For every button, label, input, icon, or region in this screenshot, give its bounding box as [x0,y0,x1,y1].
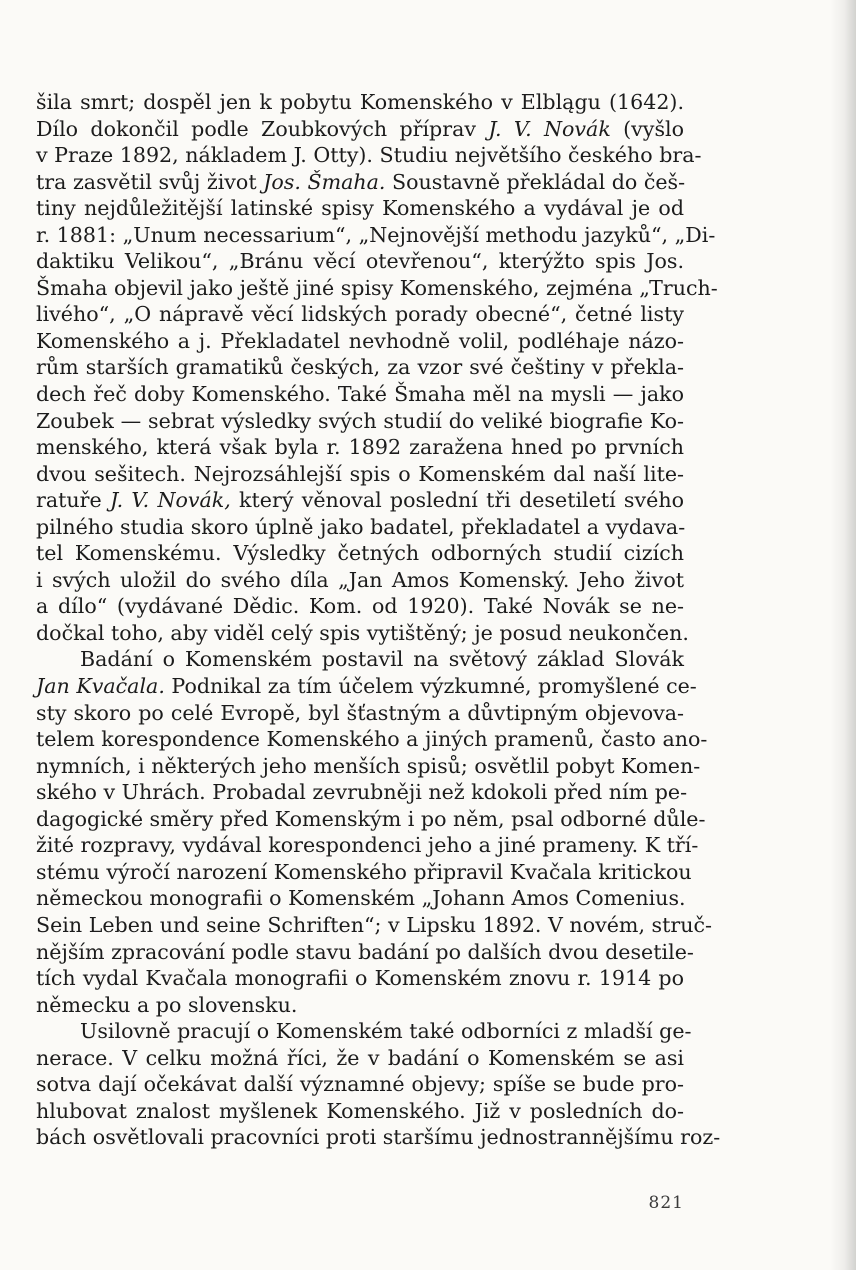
text-line: v Praze 1892, nákladem J. Otty). Studiu největšího českého bra- [36,143,702,168]
text-line: dvou sešitech. Nejrozsáhlejší spis o Komenském dal naší lite- [36,461,684,486]
text-line: Badání o Komenském postavil na světový základ Slovák [80,647,684,672]
text-line: ratuře J. V. Novák, který věnoval poslední tři desetiletí svého [36,488,684,513]
italic-name: J. V. Novák [488,116,611,141]
paragraph [36,1018,721,1151]
text-line: žité rozpravy, vydával korespondenci jeho a jiné prameny. K tří- [36,833,699,858]
text-line: Usilovně pracují o Komenském také odborníci z mladší ge- [80,1019,692,1044]
text-line: Šmaha objevil jako ještě jiné spisy Komenského, zejména „Truch- [36,275,718,300]
binding-shadow [830,0,856,1270]
text-line: Dílo dokončil podle Zoubkových příprav J. V. Novák (vyšlo [36,116,684,141]
text-line: r. 1881: „Unum necessarium“, „Nejnovější methodu jazyků“, „Di- [36,222,716,247]
text-line: nerace. V celku možná říci, že v badání o Komenském se asi [36,1045,684,1070]
text-line: nymních, i některých jeho menších spisů; osvětlil pobyt Komen- [36,753,701,778]
text-line: Zoubek — sebrat výsledky svých studií do veliké biografie Ko- [36,408,684,433]
paragraph [36,646,712,1018]
text-line: tel Komenskému. Výsledky četných odborných studií cizích [36,541,684,566]
text-line: livého“, „O nápravě věcí lidských porady obecné“, četné listy [36,302,684,327]
text-line: dech řeč doby Komenského. Také Šmaha měl na mysli — jako [36,382,684,407]
text-line: Jan Kvačala. Podnikal za tím účelem výzkumné, promyšlené ce- [36,674,697,699]
text-line: německou monografii o Komenském „Johann Amos Comenius. [36,886,686,911]
body-text [36,89,721,1151]
text-line: daktiku Velikou“, „Bránu věcí otevřenou“, kterýžto spis Jos. [36,249,684,274]
page-number: 821 [648,1193,684,1213]
italic-name: Jos. Šmaha. [263,169,386,194]
text-line: sty skoro po celé Evropě, byl šťastným a důvtipným objevova- [36,700,684,725]
text-line: Komenského a j. Překladatel nevhodně volil, podléhaje názo- [36,328,684,353]
text-line: tra zasvětil svůj život Jos. Šmaha. Soustavně překládal do češ- [36,169,686,194]
text-line: tích vydal Kvačala monografii o Komenském znovu r. 1914 po [36,966,684,991]
italic-name: Jan Kvačala. [36,674,165,699]
text-line: sotva dají očekávat další významné objevy; spíše se bude pro- [36,1072,684,1097]
text-line: telem korespondence Komenského a jiných pramenů, často ano- [36,727,708,752]
text-line: nějším zpracování podle stavu badání po dalších dvou desetile- [36,939,694,964]
italic-name: J. V. Novák, [109,488,231,513]
text-line: a dílo“ (vydávané Dědic. Kom. od 1920). Také Novák se ne- [36,594,684,619]
text-line: bách osvětlovali pracovníci proti staršímu jednostrannějšímu roz- [36,1125,721,1150]
text-line: hlubovat znalost myšlenek Komenského. Již v posledních do- [36,1098,684,1123]
text-line: dočkal toho, aby viděl celý spis vytištěný; je posud neukončen. [36,620,689,645]
text-line: tiny nejdůležitější latinské spisy Komenského a vydával je od [36,196,684,221]
text-line: Sein Leben und seine Schriften“; v Lipsku 1892. V novém, struč- [36,912,712,937]
text-line: německu a po slovensku. [36,992,298,1017]
text-line: rům starších gramatiků českých, za vzor své češtiny v překla- [36,355,684,380]
text-line: i svých uložil do svého díla „Jan Amos Komenský. Jeho život [36,567,684,592]
paragraph [36,89,718,646]
text-line: ského v Uhrách. Probadal zevrubněji než kdokoli před ním pe- [36,780,688,805]
text-line: menského, která však byla r. 1892 zaražena hned po prvních [36,435,684,460]
text-line: stému výročí narození Komenského připravil Kvačala kritickou [36,859,692,884]
text-line: šila smrt; dospěl jen k pobytu Komenského v Elblągu (1642). [36,90,684,114]
text-line: dagogické směry před Komenským i po něm, psal odborné důle- [36,806,706,831]
text-line: pilného studia skoro úplně jako badatel, překladatel a vydava- [36,514,686,539]
